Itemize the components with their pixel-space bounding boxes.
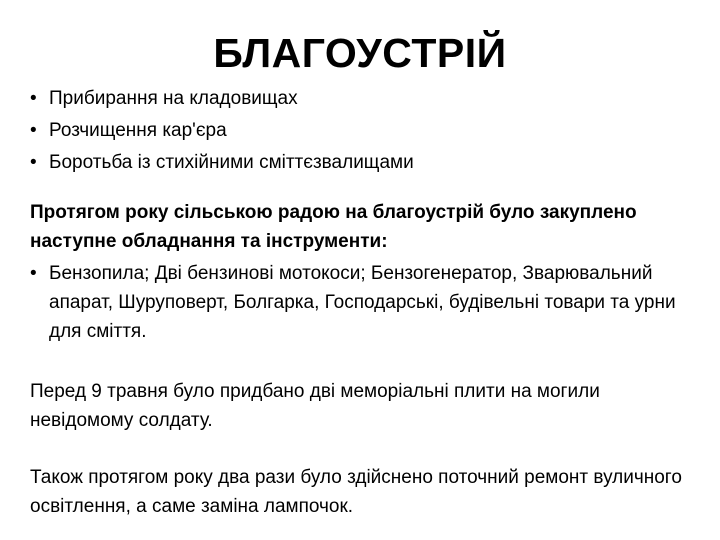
spacer [30,180,690,198]
purchase-heading: Протягом року сільською радою на благоустрій було закуплено наступне обладнання та інструменти: [30,202,637,252]
bullet-text: Розчищення кар'єра [49,120,227,141]
spacer [30,349,690,377]
list-item [30,259,690,346]
slide-content [30,84,690,521]
bullet-text: Боротьба із стихійними сміттєзвалищами [49,152,414,173]
bullet-icon: • [30,88,37,109]
bullet-text: Бензопила; Дві бензинові мотокоси; Бензогенератор, Зварювальний апарат, Шуруповерт, Болгарка, Господарські, будівельні товари та урни для сміття. [49,263,676,342]
slide-title: БЛАГОУСТРІЙ [213,30,507,76]
repair-paragraph: Також протягом року два рази було здійснено поточний ремонт вуличного освітлення, а саме заміна лампочок. [30,467,682,517]
bullet-icon: • [30,152,37,173]
list-item [30,116,690,145]
spacer [30,435,690,463]
bullet-text: Прибирання на кладовищах [49,88,298,109]
bullet-icon: • [30,120,37,141]
bullet-icon: • [30,263,37,284]
task-bullet-list [30,84,690,177]
memorial-paragraph: Перед 9 травня було придбано дві меморіальні плити на могили невідомому солдату. [30,381,600,431]
list-item [30,148,690,177]
equipment-bullet-list [30,259,690,346]
list-item [30,84,690,113]
